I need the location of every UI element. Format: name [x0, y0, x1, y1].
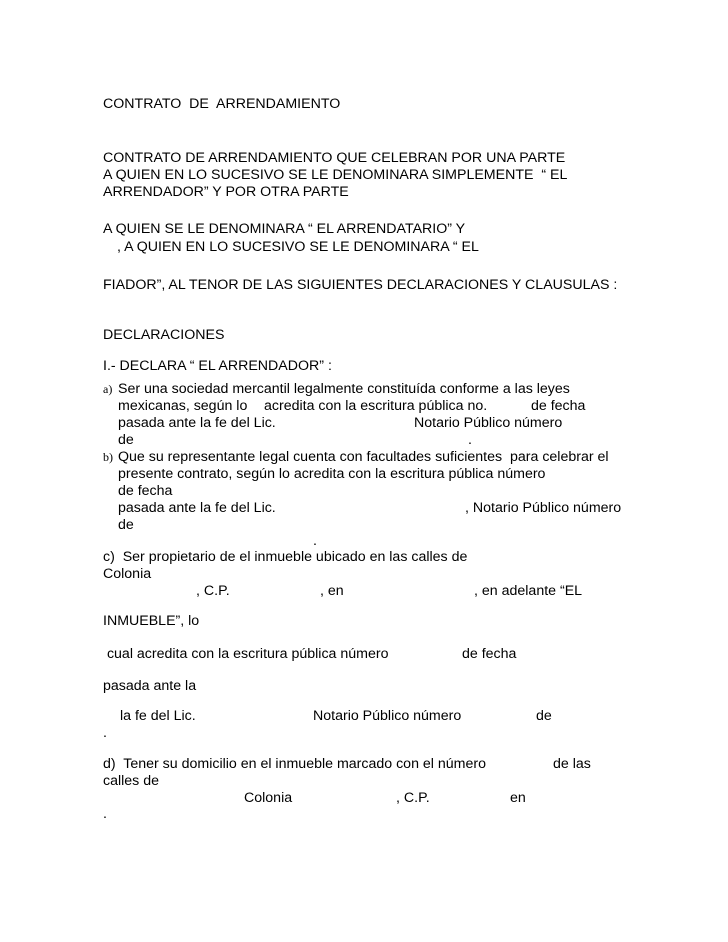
item-c-line: .: [103, 725, 107, 741]
item-b-line: pasada ante la fe del Lic.: [118, 500, 276, 516]
item-b-line: presente contrato, según lo acredita con la escritura pública número: [118, 466, 546, 482]
item-b-line: , Notario Público número: [465, 500, 622, 516]
item-c-line: INMUEBLE”, lo: [103, 613, 200, 629]
item-b-line: .: [313, 533, 317, 549]
item-d-line: d) Tener su domicilio en el inmueble marcado con el número: [103, 756, 486, 772]
item-c-line: la fe del Lic.: [120, 708, 196, 724]
item-a-line: acredita con la escritura pública no.: [264, 398, 488, 414]
section-heading: I.- DECLARA “ EL ARRENDADOR” :: [103, 358, 332, 374]
item-c-line: , en adelante “EL: [474, 583, 583, 599]
item-a-line: pasada ante la fe del Lic.: [118, 415, 276, 431]
item-b-line: de: [118, 517, 134, 533]
intro-line: A QUIEN EN LO SUCESIVO SE LE DENOMINARA SIMPLEMENTE “ EL: [103, 167, 568, 183]
item-c-line: c) Ser propietario de el inmueble ubicado en las calles de: [103, 549, 468, 565]
item-a-line: mexicanas, según lo: [118, 398, 248, 414]
item-c-line: pasada ante la: [103, 678, 197, 694]
intro-line: CONTRATO DE ARRENDAMIENTO QUE CELEBRAN POR UNA PARTE: [103, 150, 566, 166]
item-c-line: , C.P.: [196, 583, 230, 599]
intro-line: ARRENDADOR” Y POR OTRA PARTE: [103, 184, 349, 200]
document-title: CONTRATO DE ARRENDAMIENTO: [103, 96, 341, 112]
item-a-line: de fecha: [531, 398, 586, 414]
item-c-line: cual acredita con la escritura pública número: [103, 646, 389, 662]
list-marker: a): [103, 382, 113, 396]
item-d-line: en: [510, 790, 526, 806]
item-c-line: de: [536, 708, 552, 724]
declaraciones-heading: DECLARACIONES: [103, 327, 225, 343]
item-b-line: de fecha: [118, 483, 173, 499]
item-d-line: calles de: [103, 773, 159, 789]
item-d-line: de las: [553, 756, 591, 772]
item-c-line: Notario Público número: [313, 708, 462, 724]
intro-line: , A QUIEN EN LO SUCESIVO SE LE DENOMINARA “ EL: [117, 239, 479, 255]
item-d-line: , C.P.: [396, 790, 430, 806]
item-d-line: .: [103, 806, 107, 822]
item-a-line: de: [118, 432, 134, 448]
list-marker: b): [103, 450, 113, 464]
intro-line: FIADOR”, AL TENOR DE LAS SIGUIENTES DECLARACIONES Y CLAUSULAS :: [103, 277, 618, 293]
item-a-line: .: [468, 432, 472, 448]
item-d-line: Colonia: [244, 790, 293, 806]
item-c-line: de fecha: [462, 646, 517, 662]
intro-line: A QUIEN SE LE DENOMINARA “ EL ARRENDATARIO” Y: [103, 221, 466, 237]
item-a-line: Ser una sociedad mercantil legalmente constituída conforme a las leyes: [118, 381, 570, 397]
item-a-line: Notario Público número: [414, 415, 563, 431]
item-c-line: , en: [320, 583, 344, 599]
item-c-line: Colonia: [103, 566, 152, 582]
item-b-line: Que su representante legal cuenta con facultades suficientes para celebrar el: [118, 449, 609, 465]
